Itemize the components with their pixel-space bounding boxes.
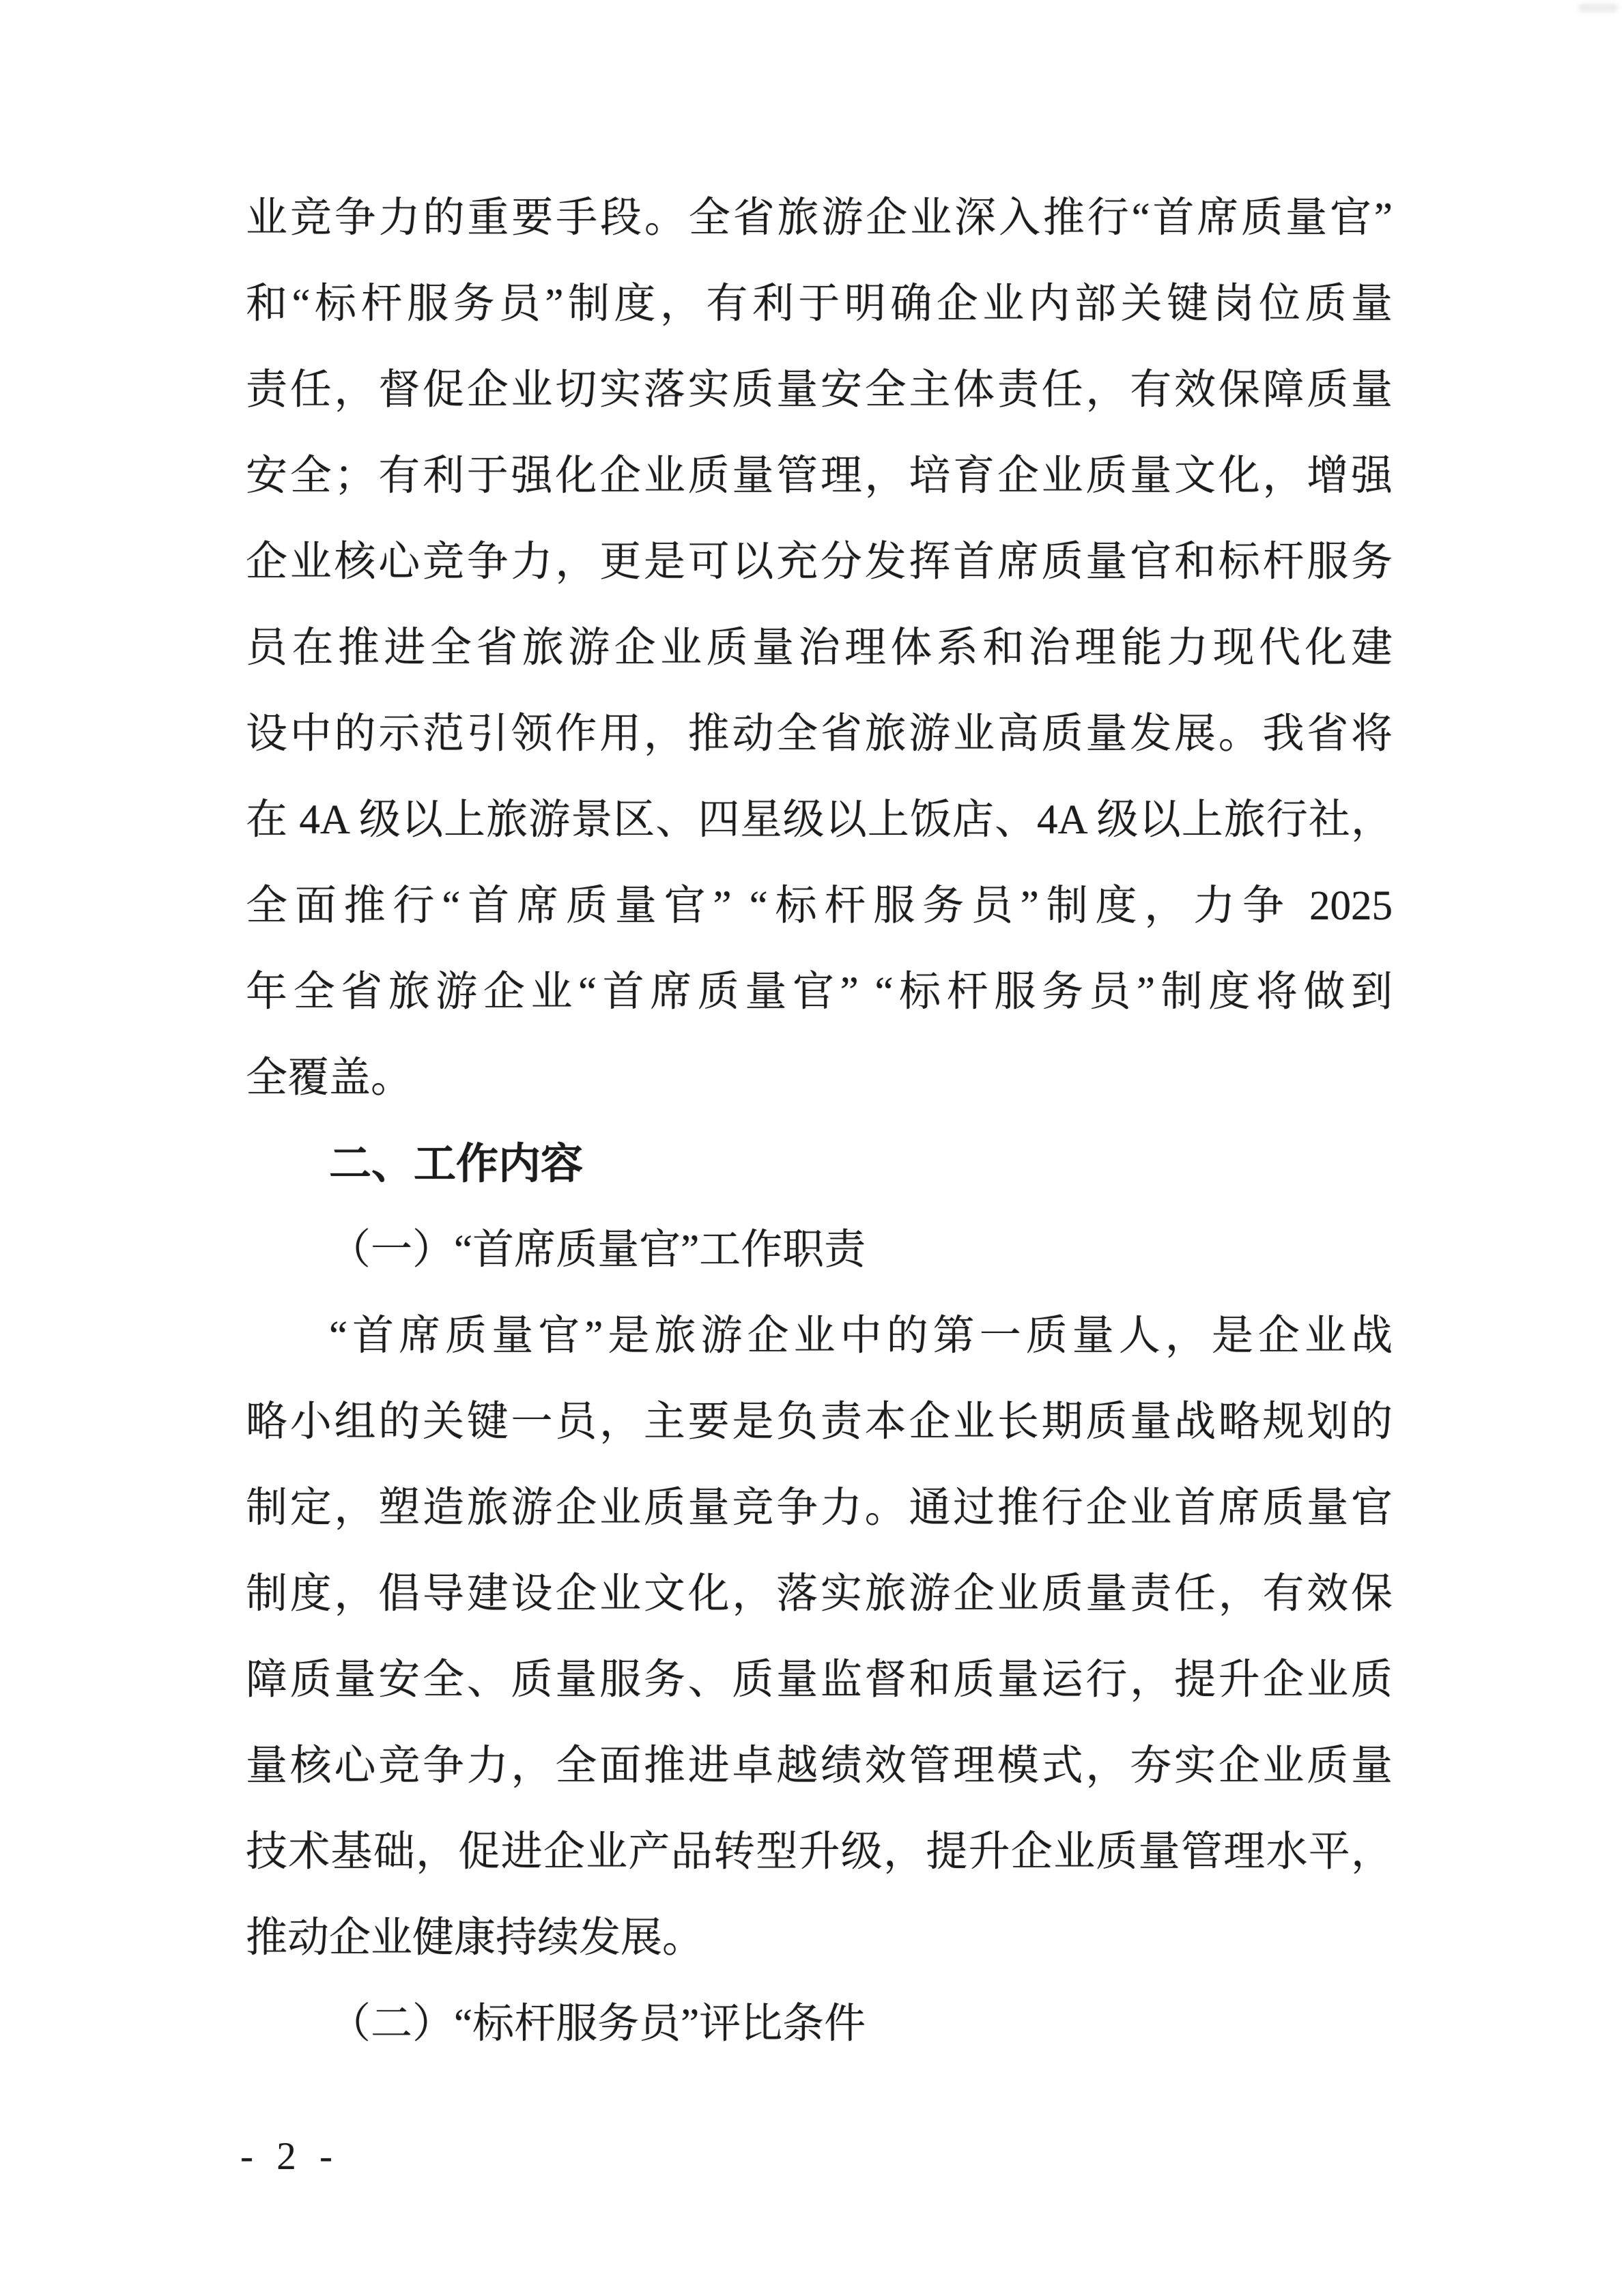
text-line: 企业核心竞争力，更是可以充分发挥首席质量官和标杆服务	[246, 539, 1393, 585]
text-line: 在 4A 级以上旅游景区、四星级以上饭店、4A 级以上旅行社，	[246, 797, 1393, 843]
text-line: 年全省旅游企业“首席质量官” “标杆服务员”制度将做到	[246, 969, 1393, 1015]
text-line: 制度，倡导建设企业文化，落实旅游企业质量责任，有效保	[246, 1571, 1393, 1617]
document-body	[246, 175, 1393, 2067]
text-line: 技术基础，促进企业产品转型升级，提升企业质量管理水平，	[246, 1829, 1393, 1875]
subsection-heading: （二）“标杆服务员”评比条件	[329, 2001, 866, 2047]
scan-smudge	[1578, 3, 1618, 12]
text-line: 责任，督促企业切实落实质量安全主体责任，有效保障质量	[246, 367, 1393, 413]
text-line: 业竞争力的重要手段。全省旅游企业深入推行“首席质量官”	[246, 195, 1393, 241]
page-number: - 2 -	[240, 2135, 334, 2178]
text-line: 全面推行“首席质量官” “标杆服务员”制度，力争 2025	[246, 883, 1393, 929]
text-line: 安全；有利于强化企业质量管理，培育企业质量文化，增强	[246, 453, 1393, 499]
section-heading: 二、工作内容	[329, 1140, 584, 1188]
text-line: 和“标杆服务员”制度，有利于明确企业内部关键岗位质量	[246, 281, 1393, 327]
text-line: 设中的示范引领作用，推动全省旅游业高质量发展。我省将	[246, 711, 1393, 757]
text-line: 员在推进全省旅游企业质量治理体系和治理能力现代化建	[246, 625, 1393, 671]
text-line: 障质量安全、质量服务、质量监督和质量运行，提升企业质	[246, 1657, 1393, 1703]
text-line: 制定，塑造旅游企业质量竞争力。通过推行企业首席质量官	[246, 1485, 1393, 1531]
text-line: 量核心竞争力，全面推进卓越绩效管理模式，夯实企业质量	[246, 1743, 1393, 1789]
text-line: “首席质量官”是旅游企业中的第一质量人，是企业战	[329, 1313, 1393, 1359]
subsection-heading: （一）“首席质量官”工作职责	[329, 1227, 866, 1273]
text-line: 全覆盖。	[246, 1055, 413, 1101]
text-line: 略小组的关键一员，主要是负责本企业长期质量战略规划的	[246, 1399, 1393, 1445]
text-line: 推动企业健康持续发展。	[246, 1915, 704, 1961]
